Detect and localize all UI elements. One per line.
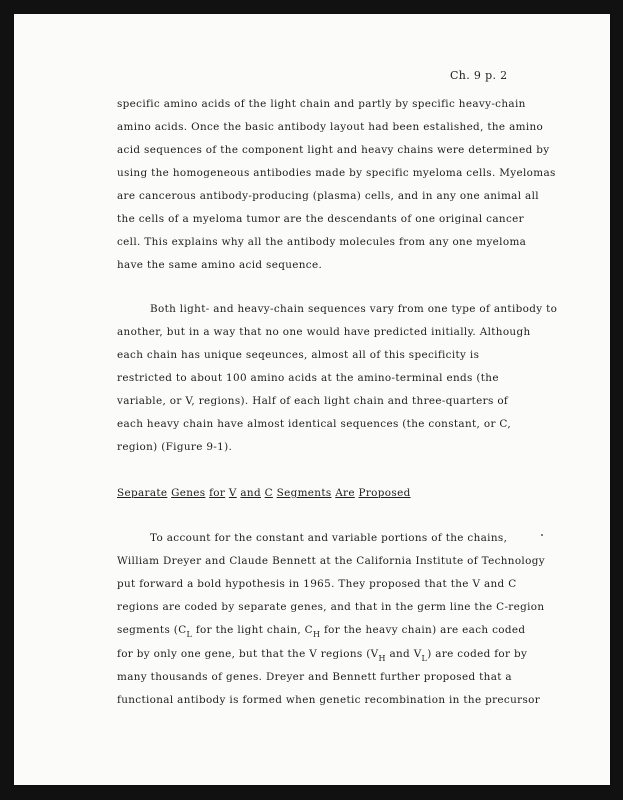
subscript: H bbox=[378, 654, 386, 663]
paragraph-line: region) (Figure 9-1). bbox=[117, 441, 233, 453]
paragraph-line: amino acids. Once the basic antibody layout had been estalished, the amino bbox=[117, 121, 544, 133]
paragraph-line: have the same amino acid sequence. bbox=[117, 259, 323, 271]
paragraph-line: regions are coded by separate genes, and that in the germ line the C-region bbox=[117, 601, 545, 613]
scan-speck bbox=[541, 534, 543, 536]
paragraph-line: specific amino acids of the light chain and partly by specific heavy-chain bbox=[117, 98, 526, 110]
heading-word: for bbox=[209, 487, 226, 499]
text-run: for the light chain, C bbox=[192, 624, 313, 636]
text-run: for the heavy chain) are each coded bbox=[320, 624, 526, 636]
heading-word: Proposed bbox=[358, 487, 411, 499]
paragraph-line: using the homogeneous antibodies made by specific myeloma cells. Myelomas bbox=[117, 167, 556, 179]
text-run: for by only one gene, but that the V regions (V bbox=[117, 648, 379, 660]
heading-word: Separate bbox=[117, 487, 168, 499]
heading-word: and bbox=[240, 487, 261, 499]
paragraph-line: William Dreyer and Claude Bennett at the California Institute of Technology bbox=[117, 555, 545, 567]
heading-word: C bbox=[264, 487, 273, 499]
page-header: Ch. 9 p. 2 bbox=[450, 69, 508, 82]
heading-word: Are bbox=[335, 487, 355, 499]
paragraph-line: are cancerous antibody-producing (plasma) cells, and in any one animal all bbox=[117, 190, 539, 202]
subscript: L bbox=[186, 630, 193, 639]
subscript: L bbox=[421, 654, 428, 663]
section-heading bbox=[117, 488, 411, 498]
heading-word: V bbox=[228, 487, 237, 499]
paragraph-line bbox=[117, 648, 528, 663]
paragraph-line: each chain has unique seqeunces, almost all of this specificity is bbox=[117, 349, 480, 361]
paragraph-line: acid sequences of the component light and heavy chains were determined by bbox=[117, 144, 550, 156]
paragraph-line: put forward a bold hypothesis in 1965. They proposed that the V and C bbox=[117, 578, 517, 590]
subscript: H bbox=[312, 630, 321, 639]
text-run: segments (C bbox=[117, 624, 187, 636]
paragraph-line bbox=[117, 624, 526, 639]
paragraph-line: many thousands of genes. Dreyer and Bennett further proposed that a bbox=[117, 671, 512, 683]
paragraph-line: functional antibody is formed when genetic recombination in the precursor bbox=[117, 694, 541, 706]
heading-word: Segments bbox=[276, 487, 332, 499]
paragraph-line: To account for the constant and variable portions of the chains, bbox=[150, 532, 508, 544]
text-run: ) are coded for by bbox=[427, 648, 528, 660]
paragraph-line: another, but in a way that no one would have predicted initially. Although bbox=[117, 326, 531, 338]
paragraph-line: the cells of a myeloma tumor are the descendants of one original cancer bbox=[117, 213, 524, 225]
paragraph-line: each heavy chain have almost identical sequences (the constant, or C, bbox=[117, 418, 512, 430]
document-page bbox=[14, 14, 610, 785]
paragraph-line: restricted to about 100 amino acids at the amino-terminal ends (the bbox=[117, 372, 499, 384]
paragraph-line: cell. This explains why all the antibody molecules from any one myeloma bbox=[117, 236, 527, 248]
heading-word: Genes bbox=[171, 487, 206, 499]
paragraph-line: variable, or V, regions). Half of each light chain and three-quarters of bbox=[117, 395, 509, 407]
text-run: and V bbox=[385, 648, 422, 660]
paragraph-line: Both light- and heavy-chain sequences vary from one type of antibody to bbox=[150, 303, 558, 315]
